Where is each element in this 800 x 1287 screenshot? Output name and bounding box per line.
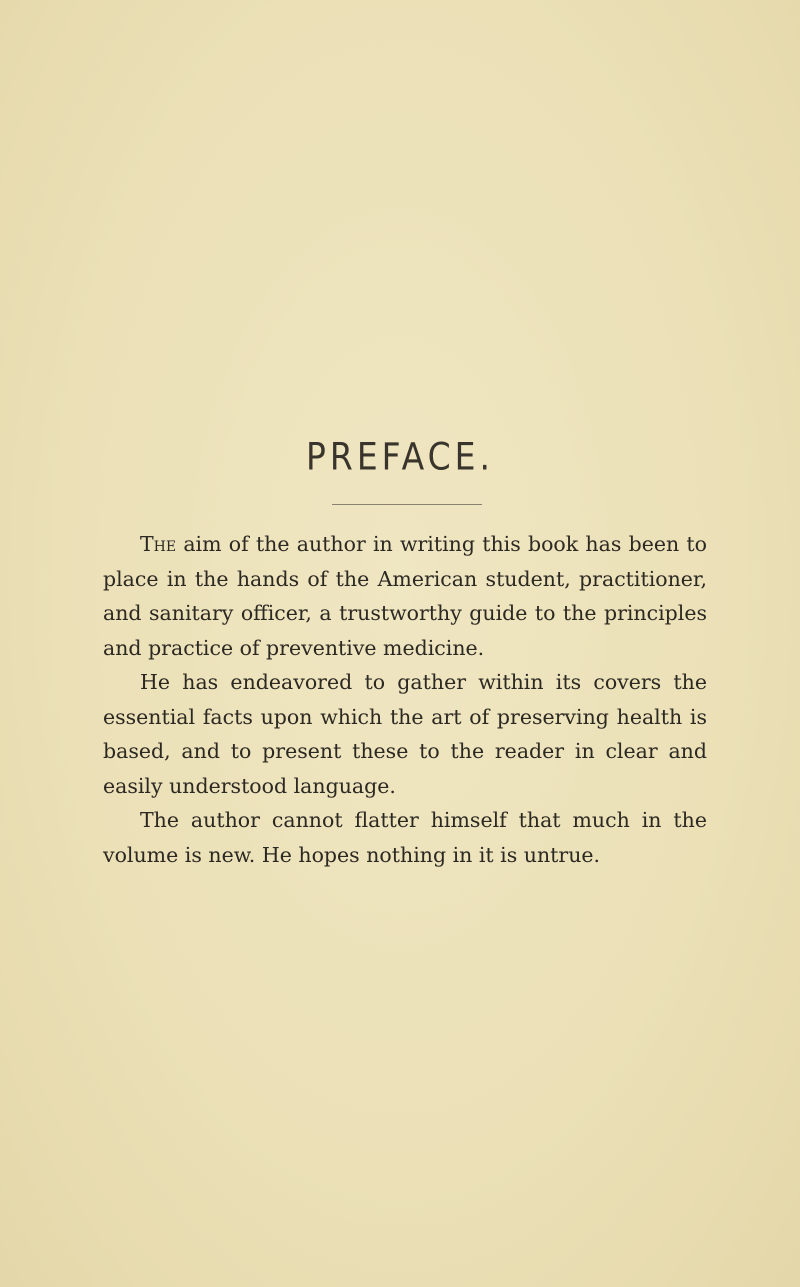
paragraph-2: He has endeavored to gather within its covers the essential facts upon which the art of preserving health is based, and to present these to the reader in clear and easily understood language. bbox=[103, 670, 707, 798]
paragraph-1-lead: The bbox=[140, 532, 177, 556]
paragraph-1-text: aim of the author in writing this book has been to place in the hands of the American student, practitioner, and sanitary officer, a trustworthy guide to the principles and practice of preventive medicine. bbox=[103, 532, 707, 660]
preface-body bbox=[103, 527, 707, 872]
preface-heading: PREFACE. bbox=[305, 434, 494, 479]
paragraph-3: The author cannot flatter himself that much in the volume is new. He hopes nothing in it is untrue. bbox=[103, 808, 707, 867]
heading-rule bbox=[332, 504, 482, 505]
paragraph-1 bbox=[103, 527, 707, 665]
